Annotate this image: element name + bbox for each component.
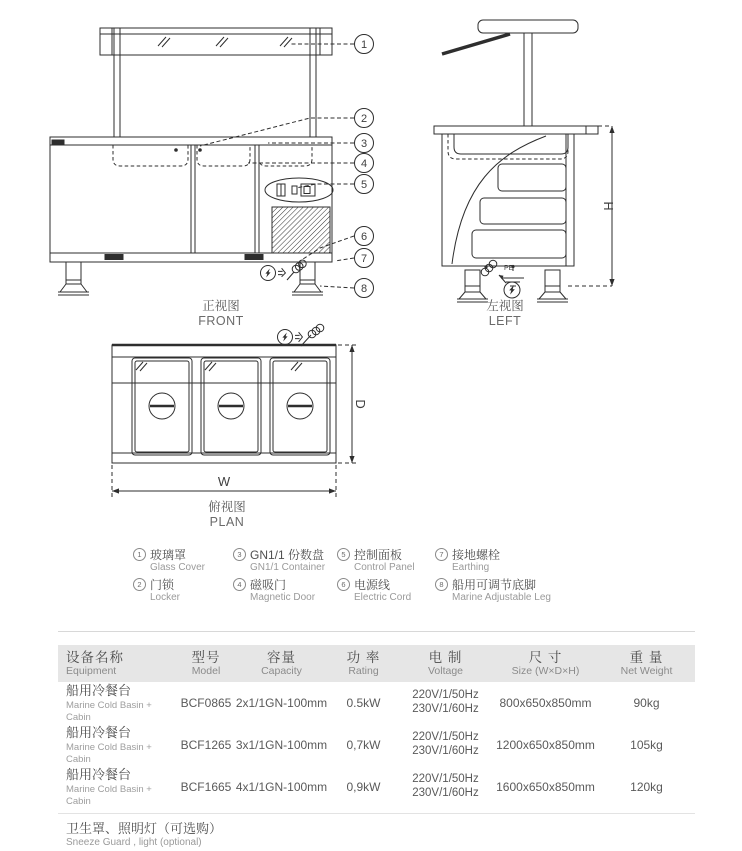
legend-number-icon: 3	[233, 548, 246, 561]
legend-label-en: Locker	[150, 592, 181, 603]
weight-value: 105kg	[630, 737, 663, 752]
legend-number-icon: 6	[337, 578, 350, 591]
legend-label-zh: 玻璃罩	[150, 547, 187, 562]
col-rating: 功 率 Rating	[346, 649, 381, 678]
capacity-value: 4x1/1GN-100mm	[235, 779, 328, 794]
capacity-value: 3x1/1GN-100mm	[235, 737, 328, 752]
legend-label-en: Marine Adjustable Leg	[452, 592, 551, 603]
optional-note	[58, 813, 695, 848]
equipment-name: 船用冷餐台 Marine Cold Basin + Cabin	[66, 766, 152, 807]
size-value: 1200x650x850mm	[496, 737, 595, 752]
width-dim-label: W	[217, 474, 231, 489]
callout-5: 5	[360, 179, 368, 191]
legend-item-3	[233, 548, 337, 578]
legend-label-zh: 船用可调节底脚	[452, 577, 537, 592]
spec-row-bcf0865	[58, 682, 695, 724]
canopy-side	[442, 20, 578, 126]
front-view-drawing	[48, 14, 388, 330]
callout-3: 3	[360, 138, 368, 150]
glass-panel-edge	[442, 34, 510, 54]
base-rail	[50, 253, 332, 262]
power-cord-icon	[261, 260, 307, 281]
left-view-label-en: LEFT	[488, 314, 522, 328]
col-model: 型号 Model	[191, 649, 221, 678]
legend-label-en: Earthing	[452, 562, 490, 573]
plan-view-label-zh: 俯视图	[208, 500, 246, 514]
legend-label-en: Control Panel	[354, 562, 415, 573]
legend-item-2	[133, 578, 233, 608]
adjustable-legs	[58, 262, 323, 295]
size-value: 800x650x850mm	[499, 695, 592, 710]
left-view-label-zh: 左视图	[486, 299, 524, 313]
col-equipment: 设备名称 Equipment	[66, 649, 124, 678]
equipment-name: 船用冷餐台 Marine Cold Basin + Cabin	[66, 724, 152, 765]
left-view-drawing	[428, 14, 628, 330]
height-dim-label: H	[601, 201, 615, 211]
col-size: 尺 寸 Size (W×D×H)	[511, 649, 580, 678]
legend-item-5	[337, 548, 435, 578]
drain-knobs	[149, 393, 313, 419]
counter-side	[434, 126, 598, 159]
control-panel	[265, 178, 333, 202]
callout-7: 7	[360, 253, 368, 265]
legend-item-8	[435, 578, 575, 608]
legend-number-icon: 7	[435, 548, 448, 561]
legend-label-en: GN1/1 Container	[250, 562, 326, 573]
col-weight: 重 量 Net Weight	[620, 649, 673, 678]
plan-outline	[112, 345, 336, 463]
legend-number-icon: 2	[133, 578, 146, 591]
spec-row-bcf1265	[58, 724, 695, 766]
model-value: BCF1665	[180, 779, 232, 794]
legend-item-6	[337, 578, 435, 608]
col-capacity: 容量 Capacity	[261, 649, 302, 678]
callout-4: 4	[360, 158, 368, 170]
glass-canopy	[100, 28, 332, 137]
legend-item-7	[435, 548, 575, 578]
voltage-value: 220V/1/50Hz 230V/1/60Hz	[412, 731, 479, 757]
legend-label-zh: 电源线	[354, 577, 391, 592]
legend-label-en: Electric Cord	[354, 592, 412, 603]
size-value: 1600x650x850mm	[496, 779, 595, 794]
legend-label-zh: 接地螺栓	[452, 547, 501, 562]
voltage-value: 220V/1/50Hz 230V/1/60Hz	[412, 773, 479, 799]
capacity-value: 2x1/1GN-100mm	[235, 695, 328, 710]
legend-label-zh: 磁吸门	[250, 577, 287, 592]
plan-view-drawing	[105, 322, 375, 534]
col-voltage: 电 制 Voltage	[427, 649, 464, 678]
depth-dim-label: D	[353, 399, 368, 409]
legend-number-icon: 5	[337, 548, 350, 561]
legend-label-zh: GN1/1 份数盘	[250, 547, 325, 562]
voltage-value: 220V/1/50Hz 230V/1/60Hz	[412, 689, 479, 715]
weight-value: 120kg	[630, 779, 663, 794]
parts-legend	[133, 548, 575, 608]
model-value: BCF0865	[180, 695, 232, 710]
callout-8: 8	[360, 283, 368, 295]
legend-label-en: Magnetic Door	[250, 592, 316, 603]
lock-dot	[174, 148, 178, 152]
legend-label-zh: 门锁	[150, 577, 175, 592]
callout-numbers	[361, 39, 367, 295]
front-view-label-zh: 正视图	[202, 299, 240, 313]
optional-note-zh: 卫生罩、照明灯（可选购）	[66, 821, 223, 836]
pe-label: PE	[504, 265, 514, 272]
legend-number-icon: 4	[233, 578, 246, 591]
optional-note-en: Sneeze Guard , light (optional)	[66, 837, 202, 848]
legend-label-zh: 控制面板	[354, 547, 403, 562]
power-cord-icon	[278, 324, 324, 346]
legend-item-1	[133, 548, 233, 578]
spec-table-header	[58, 645, 695, 682]
plan-view-label-en: PLAN	[209, 515, 245, 529]
callout-1: 1	[360, 39, 368, 51]
spec-row-bcf1665	[58, 766, 695, 808]
rating-value: 0,7kW	[346, 737, 381, 752]
front-view-label-en: FRONT	[198, 314, 244, 328]
glass-hatch-icon	[158, 37, 292, 47]
lock-dot	[198, 148, 202, 152]
rating-value: 0,9kW	[346, 779, 381, 794]
model-value: BCF1265	[180, 737, 232, 752]
callout-2: 2	[360, 113, 368, 125]
glass-hatch-icon	[136, 362, 302, 371]
legend-number-icon: 1	[133, 548, 146, 561]
spec-table	[58, 631, 695, 848]
legend-number-icon: 8	[435, 578, 448, 591]
vent-grille	[272, 207, 330, 253]
equipment-name: 船用冷餐台 Marine Cold Basin + Cabin	[66, 682, 152, 723]
legend-label-en: Glass Cover	[150, 562, 206, 573]
rating-value: 0.5kW	[346, 695, 381, 710]
callout-6: 6	[360, 231, 368, 243]
legend-item-4	[233, 578, 337, 608]
weight-value: 90kg	[633, 695, 660, 710]
